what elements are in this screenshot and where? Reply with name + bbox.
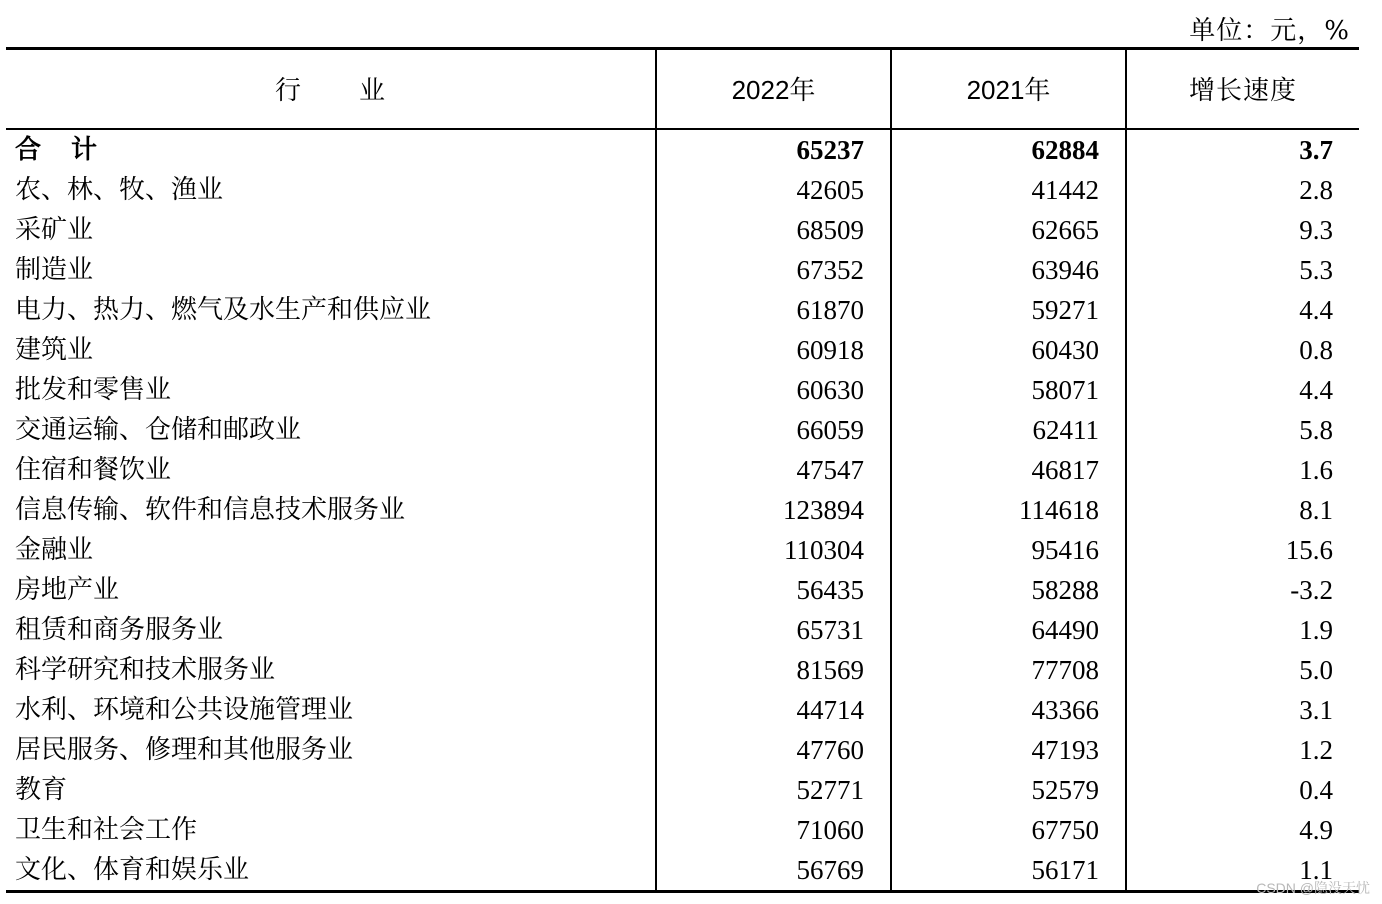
cell-industry: 合计	[15, 134, 128, 165]
cell-2022: 68509	[656, 210, 891, 250]
cell-2022: 42605	[656, 170, 891, 210]
cell-2022: 71060	[656, 810, 891, 850]
cell-2022: 123894	[656, 490, 891, 530]
table-row	[6, 330, 1359, 370]
cell-2022: 65237	[656, 129, 891, 170]
cell-industry: 建筑业	[15, 334, 94, 365]
cell-growth: 5.8	[1126, 410, 1359, 450]
table-row	[6, 810, 1359, 850]
cell-2021: 63946	[891, 250, 1126, 290]
cell-2021: 59271	[891, 290, 1126, 330]
header-2021: 2021年	[891, 49, 1126, 129]
cell-2021: 67750	[891, 810, 1126, 850]
cell-2022: 66059	[656, 410, 891, 450]
cell-growth: 1.9	[1126, 610, 1359, 650]
cell-growth: 5.0	[1126, 650, 1359, 690]
table-header	[6, 49, 1359, 129]
cell-industry: 居民服务、修理和其他服务业	[15, 734, 354, 765]
cell-growth: 1.1	[1126, 850, 1359, 892]
cell-growth: 3.1	[1126, 690, 1359, 730]
cell-growth: 8.1	[1126, 490, 1359, 530]
table-row	[6, 370, 1359, 410]
cell-2022: 81569	[656, 650, 891, 690]
cell-growth: 4.9	[1126, 810, 1359, 850]
cell-2021: 77708	[891, 650, 1126, 690]
header-2022: 2022年	[656, 49, 891, 129]
table-row	[6, 170, 1359, 210]
table-row	[6, 850, 1359, 892]
table-row	[6, 610, 1359, 650]
cell-2022: 60918	[656, 330, 891, 370]
cell-growth: 15.6	[1126, 530, 1359, 570]
cell-2021: 60430	[891, 330, 1126, 370]
cell-growth: 1.6	[1126, 450, 1359, 490]
cell-2022: 110304	[656, 530, 891, 570]
cell-growth: 1.2	[1126, 730, 1359, 770]
cell-2021: 58071	[891, 370, 1126, 410]
cell-industry: 房地产业	[15, 574, 120, 605]
header-industry: 行业	[6, 49, 656, 129]
cell-2022: 56435	[656, 570, 891, 610]
cell-industry: 水利、环境和公共设施管理业	[15, 694, 354, 725]
cell-industry: 采矿业	[15, 214, 94, 245]
table-row	[6, 450, 1359, 490]
wage-table	[6, 47, 1359, 893]
table-row	[6, 690, 1359, 730]
table-row	[6, 650, 1359, 690]
cell-growth: 2.8	[1126, 170, 1359, 210]
cell-2021: 62665	[891, 210, 1126, 250]
cell-2022: 47547	[656, 450, 891, 490]
table-body	[6, 129, 1359, 892]
cell-industry: 农、林、牧、渔业	[15, 174, 224, 205]
cell-2022: 67352	[656, 250, 891, 290]
cell-industry: 信息传输、软件和信息技术服务业	[15, 494, 406, 525]
cell-2021: 56171	[891, 850, 1126, 892]
unit-label: 单位：元，%	[1189, 16, 1350, 46]
cell-2022: 65731	[656, 610, 891, 650]
cell-industry: 电力、热力、燃气及水生产和供应业	[15, 294, 432, 325]
cell-2021: 62884	[891, 129, 1126, 170]
cell-industry: 批发和零售业	[15, 374, 172, 405]
cell-industry: 住宿和餐饮业	[15, 454, 172, 485]
cell-2021: 43366	[891, 690, 1126, 730]
cell-industry: 教育	[15, 774, 68, 805]
cell-2021: 58288	[891, 570, 1126, 610]
table-row	[6, 730, 1359, 770]
cell-growth: -3.2	[1126, 570, 1359, 610]
cell-2022: 60630	[656, 370, 891, 410]
cell-2022: 52771	[656, 770, 891, 810]
cell-2021: 95416	[891, 530, 1126, 570]
table-row	[6, 210, 1359, 250]
cell-2021: 41442	[891, 170, 1126, 210]
cell-growth: 0.8	[1126, 330, 1359, 370]
cell-2022: 44714	[656, 690, 891, 730]
cell-industry: 文化、体育和娱乐业	[6, 850, 656, 892]
cell-industry: 租赁和商务服务业	[15, 614, 224, 645]
cell-growth: 9.3	[1126, 210, 1359, 250]
cell-growth: 4.4	[1126, 290, 1359, 330]
cell-2021: 64490	[891, 610, 1126, 650]
table-row	[6, 410, 1359, 450]
header-growth: 增长速度	[1126, 49, 1359, 129]
cell-industry: 交通运输、仓储和邮政业	[15, 414, 302, 445]
table-row	[6, 490, 1359, 530]
cell-industry: 卫生和社会工作	[15, 814, 198, 845]
table-row	[6, 290, 1359, 330]
cell-2021: 52579	[891, 770, 1126, 810]
cell-2022: 47760	[656, 730, 891, 770]
table-row	[6, 129, 1359, 170]
cell-growth: 4.4	[1126, 370, 1359, 410]
cell-2021: 47193	[891, 730, 1126, 770]
cell-industry: 科学研究和技术服务业	[15, 654, 276, 685]
cell-2022: 56769	[656, 850, 891, 892]
header-row	[6, 49, 1359, 129]
cell-2022: 61870	[656, 290, 891, 330]
table-row	[6, 570, 1359, 610]
table-row	[6, 530, 1359, 570]
cell-growth: 0.4	[1126, 770, 1359, 810]
cell-growth: 3.7	[1126, 129, 1359, 170]
cell-growth: 5.3	[1126, 250, 1359, 290]
table-row	[6, 770, 1359, 810]
watermark: CSDN @隐没天忧	[1256, 880, 1370, 896]
cell-industry: 金融业	[15, 534, 94, 565]
cell-2021: 114618	[891, 490, 1126, 530]
table-row	[6, 250, 1359, 290]
cell-2021: 46817	[891, 450, 1126, 490]
cell-industry: 制造业	[15, 254, 94, 285]
cell-2021: 62411	[891, 410, 1126, 450]
